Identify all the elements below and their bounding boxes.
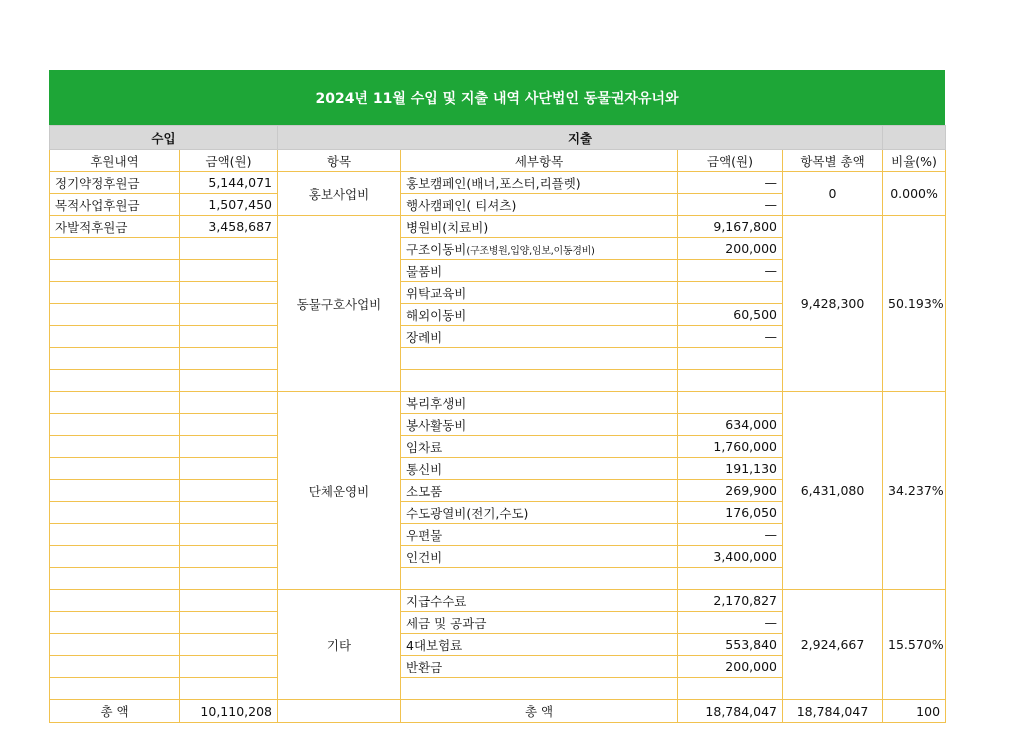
empty-cell: [50, 546, 180, 568]
empty-cell: [180, 480, 278, 502]
expense-amount: —: [678, 524, 783, 546]
expense-amount: [678, 392, 783, 414]
income-item-label: 정기약정후원금: [50, 172, 180, 194]
empty-cell: [50, 326, 180, 348]
empty-cell: [180, 546, 278, 568]
income-item-label: 목적사업후원금: [50, 194, 180, 216]
empty-cell: [50, 392, 180, 414]
sheet-title: 2024년 11월 수입 및 지출 내역 사단법인 동물권자유너와: [49, 70, 945, 125]
expense-detail: 위탁교육비: [401, 282, 678, 304]
expense-amount: —: [678, 194, 783, 216]
empty-cell: [50, 348, 180, 370]
expense-detail: 물품비: [401, 260, 678, 282]
income-item-label: 자발적후원금: [50, 216, 180, 238]
expense-amount: 3,400,000: [678, 546, 783, 568]
expense-amount: 553,840: [678, 634, 783, 656]
category-total: 0: [783, 172, 883, 216]
empty-cell: [278, 700, 401, 723]
empty-cell: [180, 282, 278, 304]
empty-cell: [180, 634, 278, 656]
expense-detail: [401, 370, 678, 392]
expense-detail: 반환금: [401, 656, 678, 678]
income-section-label: 수입: [50, 126, 278, 150]
empty-cell: [180, 326, 278, 348]
expense-detail: 임차료: [401, 436, 678, 458]
empty-cell: [50, 634, 180, 656]
category-total: 2,924,667: [783, 590, 883, 700]
ratio-total: 100: [883, 700, 946, 723]
table-row: [50, 590, 946, 612]
col-header-ratio: 비율(%): [883, 150, 946, 172]
empty-cell: [180, 612, 278, 634]
expense-amount: [678, 282, 783, 304]
section-blank-cell: [883, 126, 946, 150]
expense-amount: 1,760,000: [678, 436, 783, 458]
expense-detail: 홍보캠페인(배너,포스터,리플렛): [401, 172, 678, 194]
expense-detail: 봉사활동비: [401, 414, 678, 436]
empty-cell: [180, 524, 278, 546]
detail-note: (구조병원,입양,임보,이동경비): [466, 245, 595, 257]
empty-cell: [50, 678, 180, 700]
expense-amount: —: [678, 326, 783, 348]
expense-detail: 장례비: [401, 326, 678, 348]
empty-cell: [180, 348, 278, 370]
expense-detail: 지급수수료: [401, 590, 678, 612]
income-item-amount: 3,458,687: [180, 216, 278, 238]
expense-detail: 세금 및 공과금: [401, 612, 678, 634]
expense-amount: 60,500: [678, 304, 783, 326]
expense-amount: [678, 348, 783, 370]
expense-detail: 복리후생비: [401, 392, 678, 414]
expense-detail: [401, 348, 678, 370]
empty-cell: [180, 260, 278, 282]
empty-cell: [180, 304, 278, 326]
expense-detail: 소모품: [401, 480, 678, 502]
expense-category: 동물구호사업비: [278, 216, 401, 392]
col-header-expense-amount: 금액(원): [678, 150, 783, 172]
expense-total-amount: 18,784,047: [678, 700, 783, 723]
empty-cell: [50, 590, 180, 612]
expense-category: 단체운영비: [278, 392, 401, 590]
expense-amount: 200,000: [678, 238, 783, 260]
expense-amount: 634,000: [678, 414, 783, 436]
empty-cell: [50, 524, 180, 546]
category-ratio: 0.000%: [883, 172, 946, 216]
category-total-sum: 18,784,047: [783, 700, 883, 723]
expense-amount: [678, 568, 783, 590]
expense-amount: —: [678, 612, 783, 634]
income-total-label: 총 액: [50, 700, 180, 723]
expense-detail: 우편물: [401, 524, 678, 546]
expense-amount: 200,000: [678, 656, 783, 678]
income-item-amount: 1,507,450: [180, 194, 278, 216]
empty-cell: [180, 436, 278, 458]
empty-cell: [50, 656, 180, 678]
col-header-category: 항목: [278, 150, 401, 172]
category-total: 6,431,080: [783, 392, 883, 590]
empty-cell: [50, 458, 180, 480]
income-total-amount: 10,110,208: [180, 700, 278, 723]
expense-category: 기타: [278, 590, 401, 700]
expense-detail: [401, 678, 678, 700]
empty-cell: [50, 304, 180, 326]
col-header-income-amount: 금액(원): [180, 150, 278, 172]
expense-detail: 해외이동비: [401, 304, 678, 326]
expense-detail: 수도광열비(전기,수도): [401, 502, 678, 524]
empty-cell: [180, 678, 278, 700]
expense-detail: 4대보험료: [401, 634, 678, 656]
empty-cell: [180, 568, 278, 590]
empty-cell: [180, 502, 278, 524]
empty-cell: [50, 414, 180, 436]
expense-section-label: 지출: [278, 126, 883, 150]
category-ratio: 34.237%: [883, 392, 946, 590]
expense-amount: —: [678, 172, 783, 194]
empty-cell: [50, 568, 180, 590]
table-row: [50, 172, 946, 194]
expense-amount: 2,170,827: [678, 590, 783, 612]
expense-amount: [678, 678, 783, 700]
column-header-row: [50, 150, 946, 172]
empty-cell: [50, 260, 180, 282]
category-ratio: 50.193%: [883, 216, 946, 392]
expense-detail: 구조이동비(구조병원,입양,임보,이동경비): [401, 238, 678, 260]
expense-detail: 인건비: [401, 546, 678, 568]
col-header-detail: 세부항목: [401, 150, 678, 172]
empty-cell: [50, 282, 180, 304]
spreadsheet: [49, 70, 945, 723]
table-row: [50, 392, 946, 414]
income-expense-table: [49, 125, 946, 723]
empty-cell: [180, 590, 278, 612]
income-item-amount: 5,144,071: [180, 172, 278, 194]
expense-detail: 병원비(치료비): [401, 216, 678, 238]
expense-amount: —: [678, 260, 783, 282]
section-header-row: [50, 126, 946, 150]
empty-cell: [180, 392, 278, 414]
expense-amount: [678, 370, 783, 392]
empty-cell: [50, 436, 180, 458]
expense-category: 홍보사업비: [278, 172, 401, 216]
expense-detail: 행사캠페인( 티셔츠): [401, 194, 678, 216]
empty-cell: [180, 370, 278, 392]
empty-cell: [180, 414, 278, 436]
expense-detail: 통신비: [401, 458, 678, 480]
expense-total-label: 총 액: [401, 700, 678, 723]
expense-amount: 9,167,800: [678, 216, 783, 238]
empty-cell: [180, 458, 278, 480]
empty-cell: [50, 612, 180, 634]
empty-cell: [50, 502, 180, 524]
table-row: [50, 216, 946, 238]
col-header-category-total: 항목별 총액: [783, 150, 883, 172]
expense-amount: 191,130: [678, 458, 783, 480]
expense-amount: 176,050: [678, 502, 783, 524]
category-ratio: 15.570%: [883, 590, 946, 700]
totals-row: [50, 700, 946, 723]
empty-cell: [180, 238, 278, 260]
expense-detail: [401, 568, 678, 590]
col-header-donation-item: 후원내역: [50, 150, 180, 172]
empty-cell: [50, 480, 180, 502]
empty-cell: [50, 370, 180, 392]
empty-cell: [180, 656, 278, 678]
category-total: 9,428,300: [783, 216, 883, 392]
empty-cell: [50, 238, 180, 260]
expense-amount: 269,900: [678, 480, 783, 502]
